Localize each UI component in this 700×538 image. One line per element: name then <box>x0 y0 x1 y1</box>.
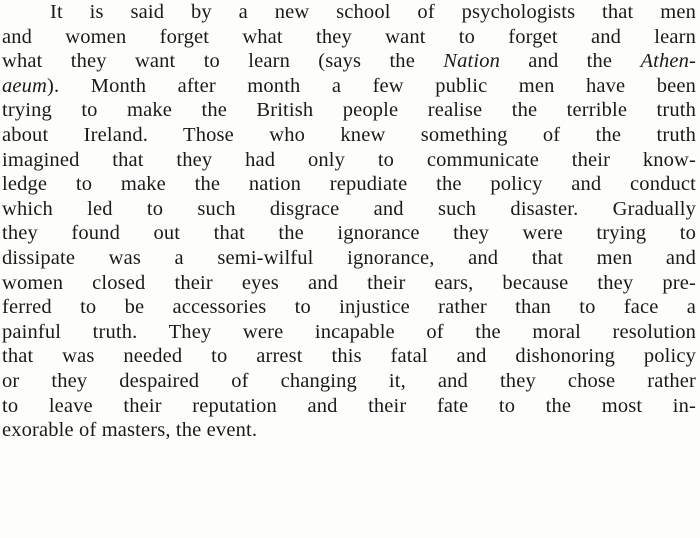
text-line <box>2 295 696 320</box>
line-text: ledge to make the nation repudiate the policy and conduct <box>2 173 696 196</box>
line-text: they found out that the ignorance they were trying to <box>2 222 696 245</box>
line-text: women closed their eyes and their ears, because they pre- <box>2 271 696 294</box>
text-line <box>2 197 696 222</box>
text-line <box>2 0 696 25</box>
text-line <box>2 148 696 173</box>
text-line <box>2 74 696 99</box>
line-text: exorable of masters, the event. <box>2 419 258 442</box>
line-text: and women forget what they want to forget and learn <box>2 25 696 48</box>
text-line <box>2 320 696 345</box>
line-text: about Ireland. Those who knew something of the truth <box>2 123 696 146</box>
text-line <box>2 271 696 296</box>
line-text: trying to make the British people realise the terrible truth <box>2 99 696 122</box>
line-text: imagined that they had only to communicate their know- <box>2 148 696 171</box>
line-text: dissipate was a semi-wilful ignorance, and that men and <box>2 246 696 269</box>
text-line <box>2 418 696 443</box>
text-line <box>2 221 696 246</box>
line-text: ). Month after month a few public men have been <box>47 74 696 97</box>
text-line <box>2 49 696 74</box>
text-line <box>2 172 696 197</box>
line-text: and the <box>500 50 641 73</box>
text-line <box>2 246 696 271</box>
text-line <box>2 369 696 394</box>
line-text: It is said by a new school of psychologists that men <box>50 1 696 23</box>
line-text: ferred to be accessories to injustice rather than to face a <box>2 296 696 319</box>
italic-title-text: Nation <box>443 50 500 73</box>
line-text: to leave their reputation and their fate to the most in- <box>2 394 696 417</box>
line-text: that was needed to arrest this fatal and dishonoring policy <box>2 345 696 368</box>
line-text: what they want to learn (says the <box>2 50 444 73</box>
body-paragraph <box>2 0 696 443</box>
line-text: which led to such disgrace and such disaster. Gradually <box>2 197 696 220</box>
italic-title-text: Athen- <box>640 50 697 73</box>
text-line <box>2 25 696 50</box>
italic-title-text: aeum <box>2 74 48 97</box>
text-line <box>2 394 696 419</box>
text-line <box>2 123 696 148</box>
line-text: painful truth. They were incapable of the moral resolution <box>2 320 696 343</box>
text-line <box>2 98 696 123</box>
line-text: or they despaired of changing it, and they chose rather <box>2 369 696 392</box>
text-line <box>2 344 696 369</box>
